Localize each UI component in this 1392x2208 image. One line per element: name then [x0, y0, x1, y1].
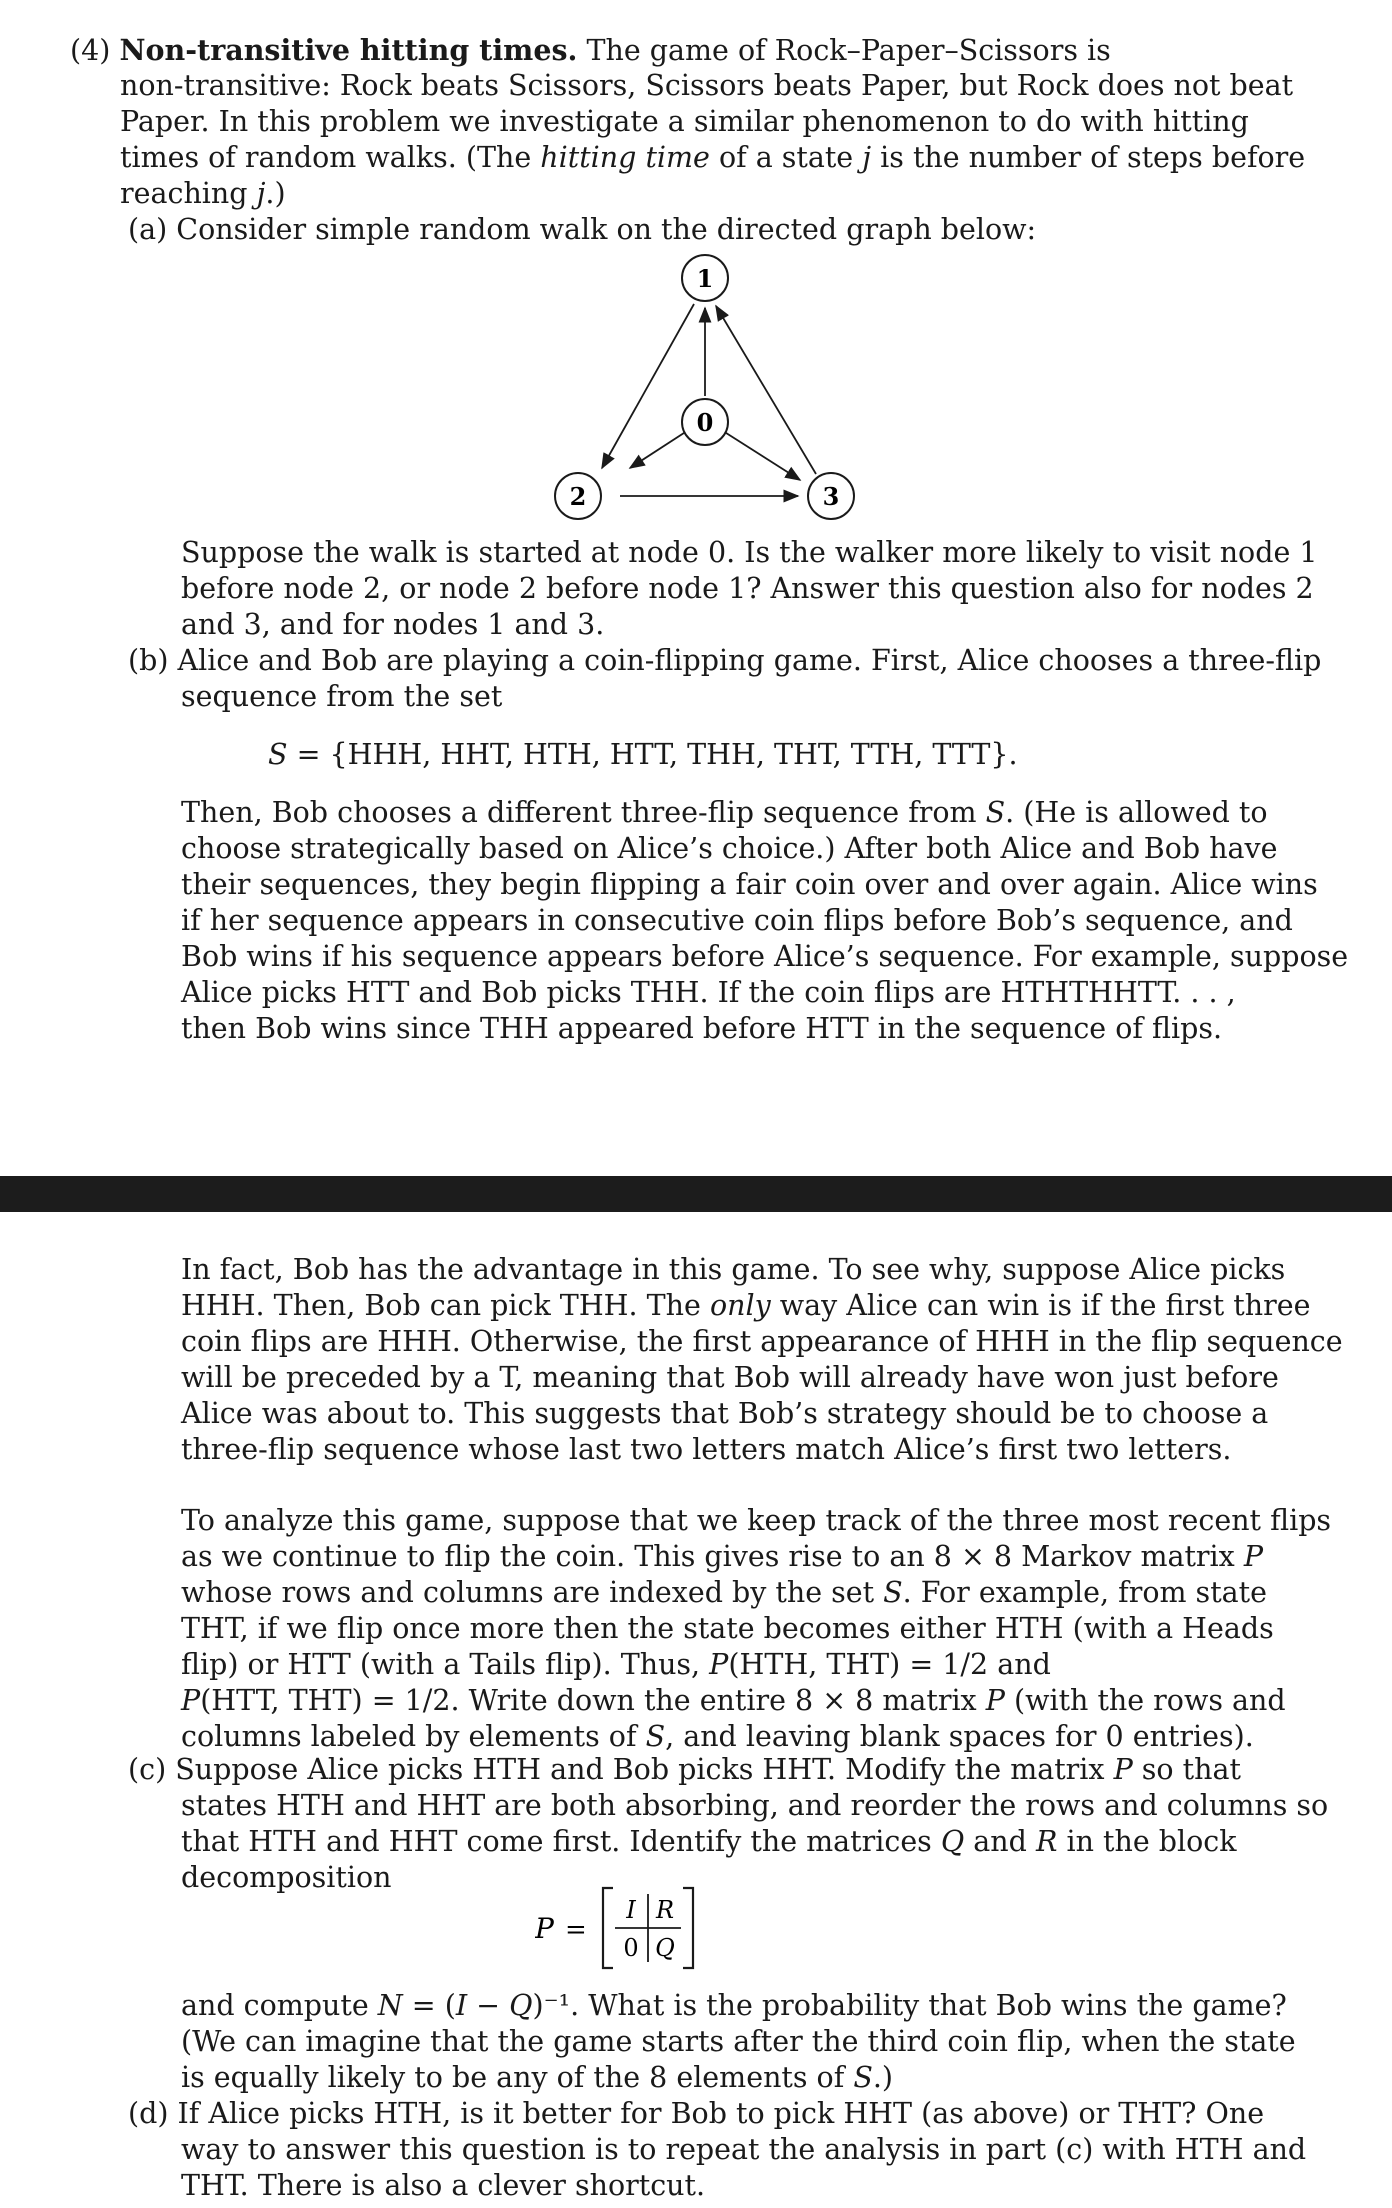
- part-d-line: If Alice picks HTH, is it better for Bob to pick HHT (as above) or THT? One: [177, 2097, 1265, 2130]
- part-b-para-line: Bob wins if his sequence appears before Alice’s sequence. For example, suppose: [181, 940, 1349, 973]
- page-bottom: [0, 1212, 1392, 2208]
- part-a-question-line: before node 2, or node 2 before node 1? Answer this question also for nodes 2: [181, 572, 1314, 605]
- svg-text:2: 2: [569, 482, 587, 511]
- part-a-question: [181, 535, 1381, 643]
- part-c-body: [181, 1788, 1381, 1896]
- continued-line: as we continue to flip the coin. This gives rise to an 8 × 8 Markov matrix P: [181, 1540, 1263, 1573]
- part-c-label: (c): [128, 1753, 167, 1786]
- intro-line-5: reaching j.): [120, 177, 286, 210]
- part-b-line-2: sequence from the set: [181, 680, 503, 713]
- continued-line: whose rows and columns are indexed by the set S. For example, from state: [181, 1576, 1267, 1609]
- continued-line: columns labeled by elements of S, and leaving blank spaces for 0 entries).: [181, 1720, 1254, 1753]
- edge-3-to-1: [716, 306, 816, 474]
- part-b-line-1: Alice and Bob are playing a coin-flipping game. First, Alice chooses a three-flip: [177, 644, 1322, 677]
- part-d-line: way to answer this question is to repeat the analysis in part (c) with HTH and: [181, 2133, 1307, 2166]
- part-c-line: decomposition: [181, 1861, 392, 1894]
- continued-line: three-flip sequence whose last two letters match Alice’s first two letters.: [181, 1433, 1232, 1466]
- graph-node: [555, 473, 601, 519]
- part-a-question-line: Suppose the walk is started at node 0. Is the walker more likely to visit node 1: [181, 536, 1318, 569]
- part-b-para-line: if her sequence appears in consecutive coin flips before Bob’s sequence, and: [181, 904, 1293, 937]
- directed-graph: [540, 248, 860, 528]
- svg-text:3: 3: [822, 482, 840, 511]
- part-d-body: [181, 2132, 1381, 2204]
- set-definition: S = {HHH, HHT, HTH, HTT, THH, THT, TTH, TTT}.: [268, 738, 1018, 771]
- part-a-lead: [128, 212, 1388, 248]
- part-a-lead-text: Consider simple random walk on the directed graph below:: [176, 213, 1037, 246]
- part-b-para-line: choose strategically based on Alice’s choice.) After both Alice and Bob have: [181, 832, 1278, 865]
- block-q: Q: [655, 1934, 675, 1962]
- continued-line: In fact, Bob has the advantage in this game. To see why, suppose Alice picks: [181, 1253, 1286, 1286]
- part-d-lead: [128, 2096, 1388, 2132]
- part-b-paragraph: [181, 795, 1381, 1047]
- intro-line-3: Paper. In this problem we investigate a similar phenomenon to do with hitting: [120, 105, 1249, 138]
- graph-node: [808, 473, 854, 519]
- part-c-line: is equally likely to be any of the 8 elements of S.): [181, 2061, 894, 2094]
- intro-paragraph: [120, 68, 1380, 212]
- continued-line: P(HTT, THT) = 1/2. Write down the entire 8 × 8 matrix P (with the rows and: [181, 1684, 1286, 1717]
- problem-title: Non-transitive hitting times.: [119, 33, 578, 67]
- edge-0-to-2: [630, 431, 687, 468]
- part-c-line: states HTH and HHT are both absorbing, and reorder the rows and columns so: [181, 1789, 1329, 1822]
- edge-0-to-3: [723, 431, 800, 480]
- block-i: I: [626, 1896, 636, 1924]
- svg-text:0: 0: [696, 408, 714, 437]
- problem-heading: [70, 32, 1370, 69]
- part-b-label: (b): [128, 644, 169, 677]
- continued-line: will be preceded by a T, meaning that Bob will already have won just before: [181, 1361, 1279, 1394]
- graph-node: [682, 255, 728, 301]
- part-b-para-line: then Bob wins since THH appeared before HTT in the sequence of flips.: [181, 1012, 1223, 1045]
- problem-number: (4): [70, 34, 111, 67]
- part-a-label: (a): [128, 213, 168, 246]
- part-a-question-line: and 3, and for nodes 1 and 3.: [181, 608, 605, 641]
- block-zero: 0: [623, 1934, 639, 1962]
- block-r: R: [655, 1896, 675, 1924]
- intro-line-2: non-transitive: Rock beats Scissors, Scissors beats Paper, but Rock does not beat: [120, 69, 1294, 102]
- continued-line: HHH. Then, Bob can pick THH. The only way Alice can win is if the first three: [181, 1289, 1311, 1322]
- part-c-line: (We can imagine that the game starts after the third coin flip, when the state: [181, 2025, 1296, 2058]
- intro-line-4: times of random walks. (The hitting time of a state j is the number of steps before: [120, 141, 1306, 174]
- continued-line: THT, if we flip once more then the state becomes either HTH (with a Heads: [181, 1612, 1274, 1645]
- part-c-line: and compute N = (I − Q)⁻¹. What is the probability that Bob wins the game?: [181, 1989, 1287, 2022]
- svg-text:1: 1: [696, 264, 714, 293]
- continued-line: coin flips are HHH. Otherwise, the first appearance of HHH in the flip sequence: [181, 1325, 1343, 1358]
- part-d-label: (d): [128, 2097, 169, 2130]
- continued-line: To analyze this game, suppose that we keep track of the three most recent flips: [181, 1504, 1332, 1537]
- intro-line-1: The game of Rock–Paper–Scissors is: [586, 34, 1111, 67]
- part-c-line: that HTH and HHT come first. Identify the matrices Q and R in the block: [181, 1825, 1237, 1858]
- part-b-para-line: their sequences, they begin flipping a fair coin over and over again. Alice wins: [181, 868, 1318, 901]
- page-divider: [0, 1176, 1392, 1212]
- continued-paragraph-2: [181, 1503, 1381, 1755]
- part-c-lead: (c) Suppose Alice picks HTH and Bob picks HHT. Modify the matrix P so that: [128, 1753, 1241, 1786]
- svg-text:=: =: [565, 1915, 587, 1945]
- continued-line: Alice was about to. This suggests that Bob’s strategy should be to choose a: [181, 1397, 1269, 1430]
- edge-1-to-2: [602, 304, 694, 468]
- continued-line: flip) or HTT (with a Tails flip). Thus, P(HTH, THT) = 1/2 and: [181, 1648, 1051, 1681]
- part-b-para-line: Then, Bob chooses a different three-flip sequence from S. (He is allowed to: [181, 796, 1268, 829]
- part-b-lead: [128, 643, 1388, 679]
- part-b-para-line: Alice picks HTT and Bob picks THH. If the coin flips are HTHTHHTT. . . ,: [181, 976, 1236, 1009]
- part-c-after: [181, 1988, 1381, 2096]
- continued-paragraph-1: [181, 1252, 1381, 1468]
- svg-text:P: P: [535, 1912, 554, 1945]
- part-d-line: THT. There is also a clever shortcut.: [181, 2169, 706, 2202]
- block-matrix: [535, 1880, 735, 1976]
- graph-node: [682, 399, 728, 445]
